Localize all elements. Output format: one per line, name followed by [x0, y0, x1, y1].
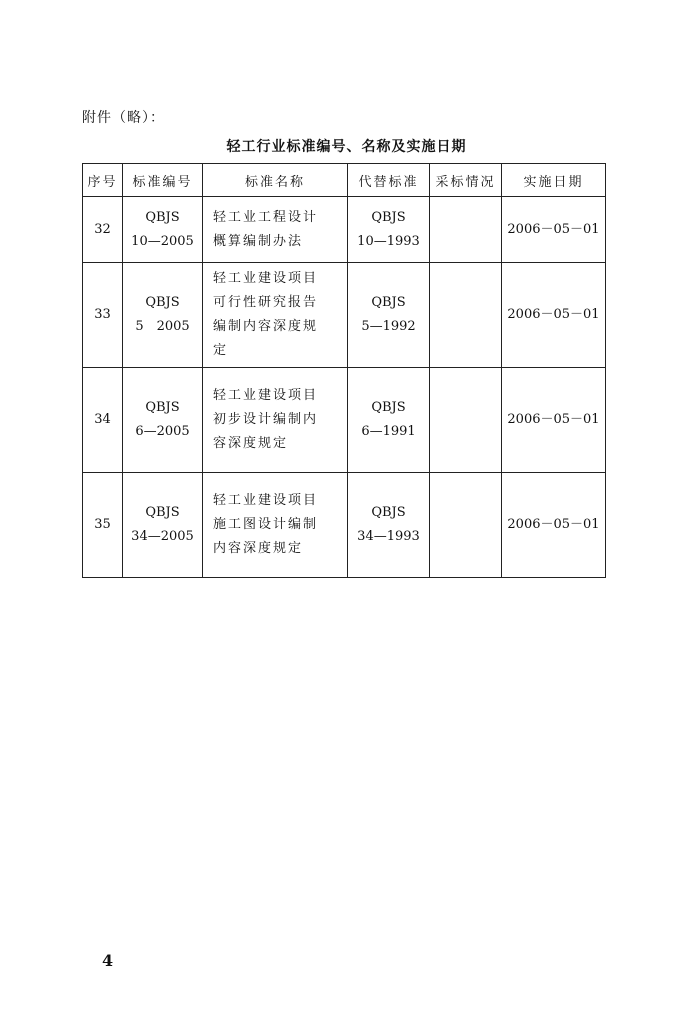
name-line: 概算编制办法	[213, 233, 304, 249]
code-line: 5 2005	[135, 319, 190, 334]
replaces-line: 6—1991	[361, 424, 416, 439]
row-code	[123, 197, 203, 263]
row-date: 2006－05－01	[502, 197, 606, 263]
name-line: 内容深度规定	[213, 541, 304, 556]
row-replaces	[348, 197, 430, 263]
header-adoption: 采标情况	[430, 164, 502, 197]
page-number: 4	[102, 951, 114, 970]
row-seq: 33	[83, 263, 123, 368]
table-header-row	[83, 164, 606, 197]
table-title: 轻工行业标准编号、名称及实施日期	[226, 139, 467, 155]
name-line: 轻工业建设项目	[213, 493, 319, 508]
row-name	[203, 368, 348, 473]
code-line: 6—2005	[135, 424, 190, 439]
row-seq: 35	[83, 473, 123, 578]
row-name	[203, 197, 348, 263]
code-line: QBJS	[145, 400, 180, 415]
row-seq: 34	[83, 368, 123, 473]
replaces-line: 10—1993	[357, 233, 420, 249]
row-replaces	[348, 473, 430, 578]
name-line: 初步设计编制内	[213, 412, 319, 427]
row-adoption	[430, 473, 502, 578]
replaces-line: QBJS	[371, 400, 406, 415]
row-adoption	[430, 368, 502, 473]
replaces-line: QBJS	[371, 505, 406, 520]
row-date: 2006－05－01	[502, 473, 606, 578]
row-adoption	[430, 263, 502, 368]
name-line: 定	[213, 343, 229, 358]
header-date: 实施日期	[502, 164, 606, 197]
header-seq: 序号	[83, 164, 123, 197]
row-replaces	[348, 263, 430, 368]
replaces-line: QBJS	[371, 209, 406, 225]
code-line: 34—2005	[131, 529, 194, 544]
replaces-line: 34—1993	[357, 529, 420, 544]
attachment-label: 附件（略）：	[82, 110, 165, 126]
row-code	[123, 473, 203, 578]
row-name	[203, 263, 348, 368]
standards-table	[82, 163, 606, 578]
name-line: 编制内容深度规	[213, 319, 319, 334]
name-line: 轻工业建设项目	[213, 388, 319, 403]
code-line: 10—2005	[131, 233, 194, 249]
row-date: 2006－05－01	[502, 368, 606, 473]
table-row	[83, 263, 606, 368]
header-code: 标准编号	[123, 164, 203, 197]
replaces-line: QBJS	[371, 295, 406, 310]
name-line: 可行性研究报告	[213, 295, 319, 310]
row-code	[123, 368, 203, 473]
name-line: 轻工业工程设计	[213, 209, 319, 225]
row-date: 2006－05－01	[502, 263, 606, 368]
header-name: 标准名称	[203, 164, 348, 197]
table-row	[83, 197, 606, 263]
name-line: 容深度规定	[213, 436, 289, 451]
row-name	[203, 473, 348, 578]
table-row	[83, 368, 606, 473]
header-replaces: 代替标准	[348, 164, 430, 197]
code-line: QBJS	[145, 295, 180, 310]
replaces-line: 5—1992	[361, 319, 416, 334]
row-seq: 32	[83, 197, 123, 263]
row-replaces	[348, 368, 430, 473]
name-line: 施工图设计编制	[213, 517, 319, 532]
row-adoption	[430, 197, 502, 263]
row-code	[123, 263, 203, 368]
name-line: 轻工业建设项目	[213, 271, 319, 286]
code-line: QBJS	[145, 209, 180, 225]
table-row	[83, 473, 606, 578]
code-line: QBJS	[145, 505, 180, 520]
